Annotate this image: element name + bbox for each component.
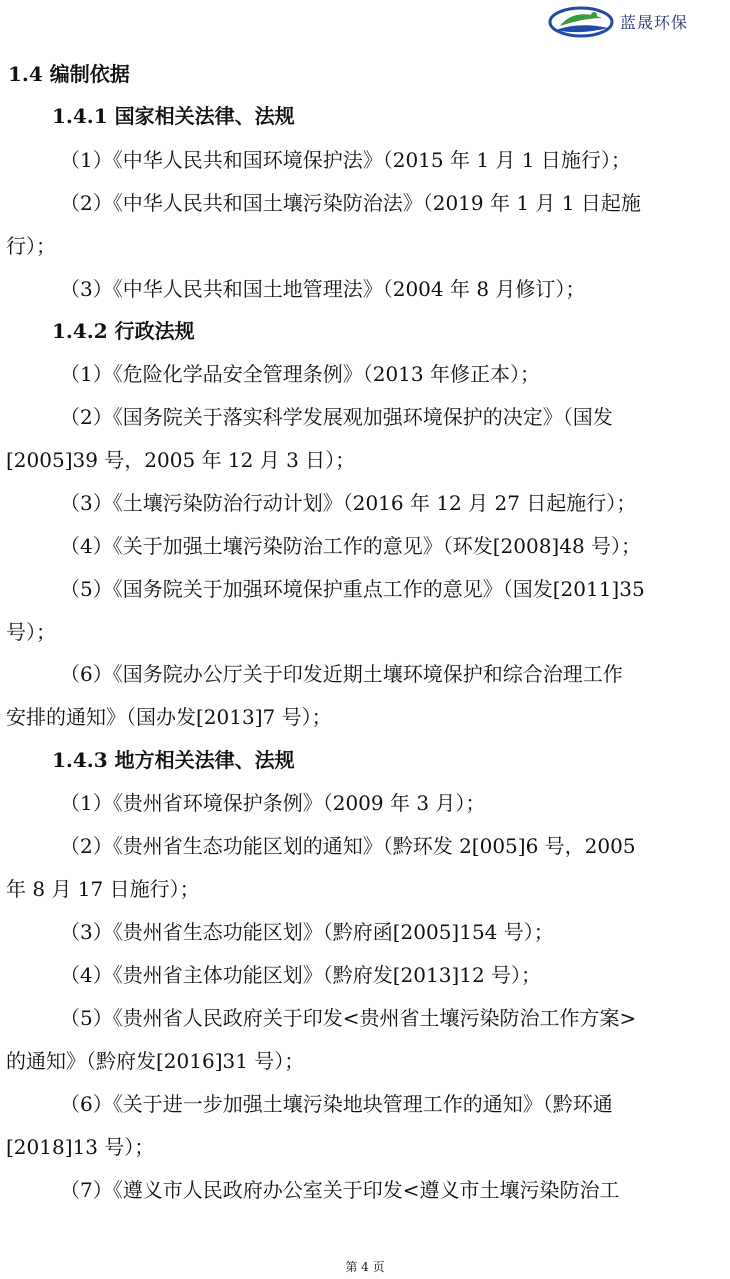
list-item: （1）《危险化学品安全管理条例》（2013 年修正本）； xyxy=(60,362,540,386)
brand-name: 蓝晟环保 xyxy=(620,13,689,32)
list-item-continuation: 号）； xyxy=(6,620,56,644)
list-item-continuation: 行）； xyxy=(6,234,56,258)
list-item-continuation: 的通知》（黔府发[2016]31 号）； xyxy=(6,1049,305,1073)
subsection-heading: 1.4.3 地方相关法律、法规 xyxy=(52,748,295,772)
company-logo-icon xyxy=(548,6,614,38)
list-item-continuation: 年 8 月 17 日施行）； xyxy=(6,877,200,901)
list-item: （1）《中华人民共和国环境保护法》（2015 年 1 月 1 日施行）； xyxy=(60,148,631,172)
list-item-continuation: [2005]39 号，2005 年 12 月 3 日）； xyxy=(6,448,356,472)
list-item-continuation: 安排的通知》（国办发[2013]7 号）； xyxy=(6,705,332,729)
list-item: （2）《中华人民共和国土壤污染防治法》（2019 年 1 月 1 日起施 xyxy=(60,191,641,215)
list-item: （2）《贵州省生态功能区划的通知》（黔环发 2[005]6 号，2005 xyxy=(60,834,636,858)
section-heading: 1.4 编制依据 xyxy=(8,62,130,86)
list-item: （3）《土壤污染防治行动计划》（2016 年 12 月 27 日起施行）； xyxy=(60,491,637,515)
list-item: （5）《国务院关于加强环境保护重点工作的意见》（国发[2011]35 xyxy=(60,577,645,601)
page-number: 第 4 页 xyxy=(345,1260,385,1274)
page-header xyxy=(0,0,730,48)
subsection-heading: 1.4.2 行政法规 xyxy=(52,319,195,343)
list-item: （6）《国务院办公厅关于印发近期土壤环境保护和综合治理工作 xyxy=(60,662,623,686)
subsection-heading: 1.4.1 国家相关法律、法规 xyxy=(52,104,295,128)
list-item: （7）《遵义市人民政府办公室关于印发<遵义市土壤污染防治工 xyxy=(60,1178,620,1202)
list-item: （1）《贵州省环境保护条例》（2009 年 3 月）； xyxy=(60,791,486,815)
list-item: （3）《贵州省生态功能区划》（黔府函[2005]154 号）； xyxy=(60,920,554,944)
list-item: （4）《关于加强土壤污染防治工作的意见》（环发[2008]48 号）； xyxy=(60,534,642,558)
list-item: （2）《国务院关于落实科学发展观加强环境保护的决定》（国发 xyxy=(60,405,613,429)
list-item: （6）《关于进一步加强土壤污染地块管理工作的通知》（黔环通 xyxy=(60,1092,613,1116)
list-item: （3）《中华人民共和国土地管理法》（2004 年 8 月修订）； xyxy=(60,277,586,301)
list-item: （4）《贵州省主体功能区划》（黔府发[2013]12 号）； xyxy=(60,963,542,987)
list-item: （5）《贵州省人民政府关于印发<贵州省土壤污染防治工作方案> xyxy=(60,1006,637,1030)
list-item-continuation: [2018]13 号）； xyxy=(6,1135,155,1159)
